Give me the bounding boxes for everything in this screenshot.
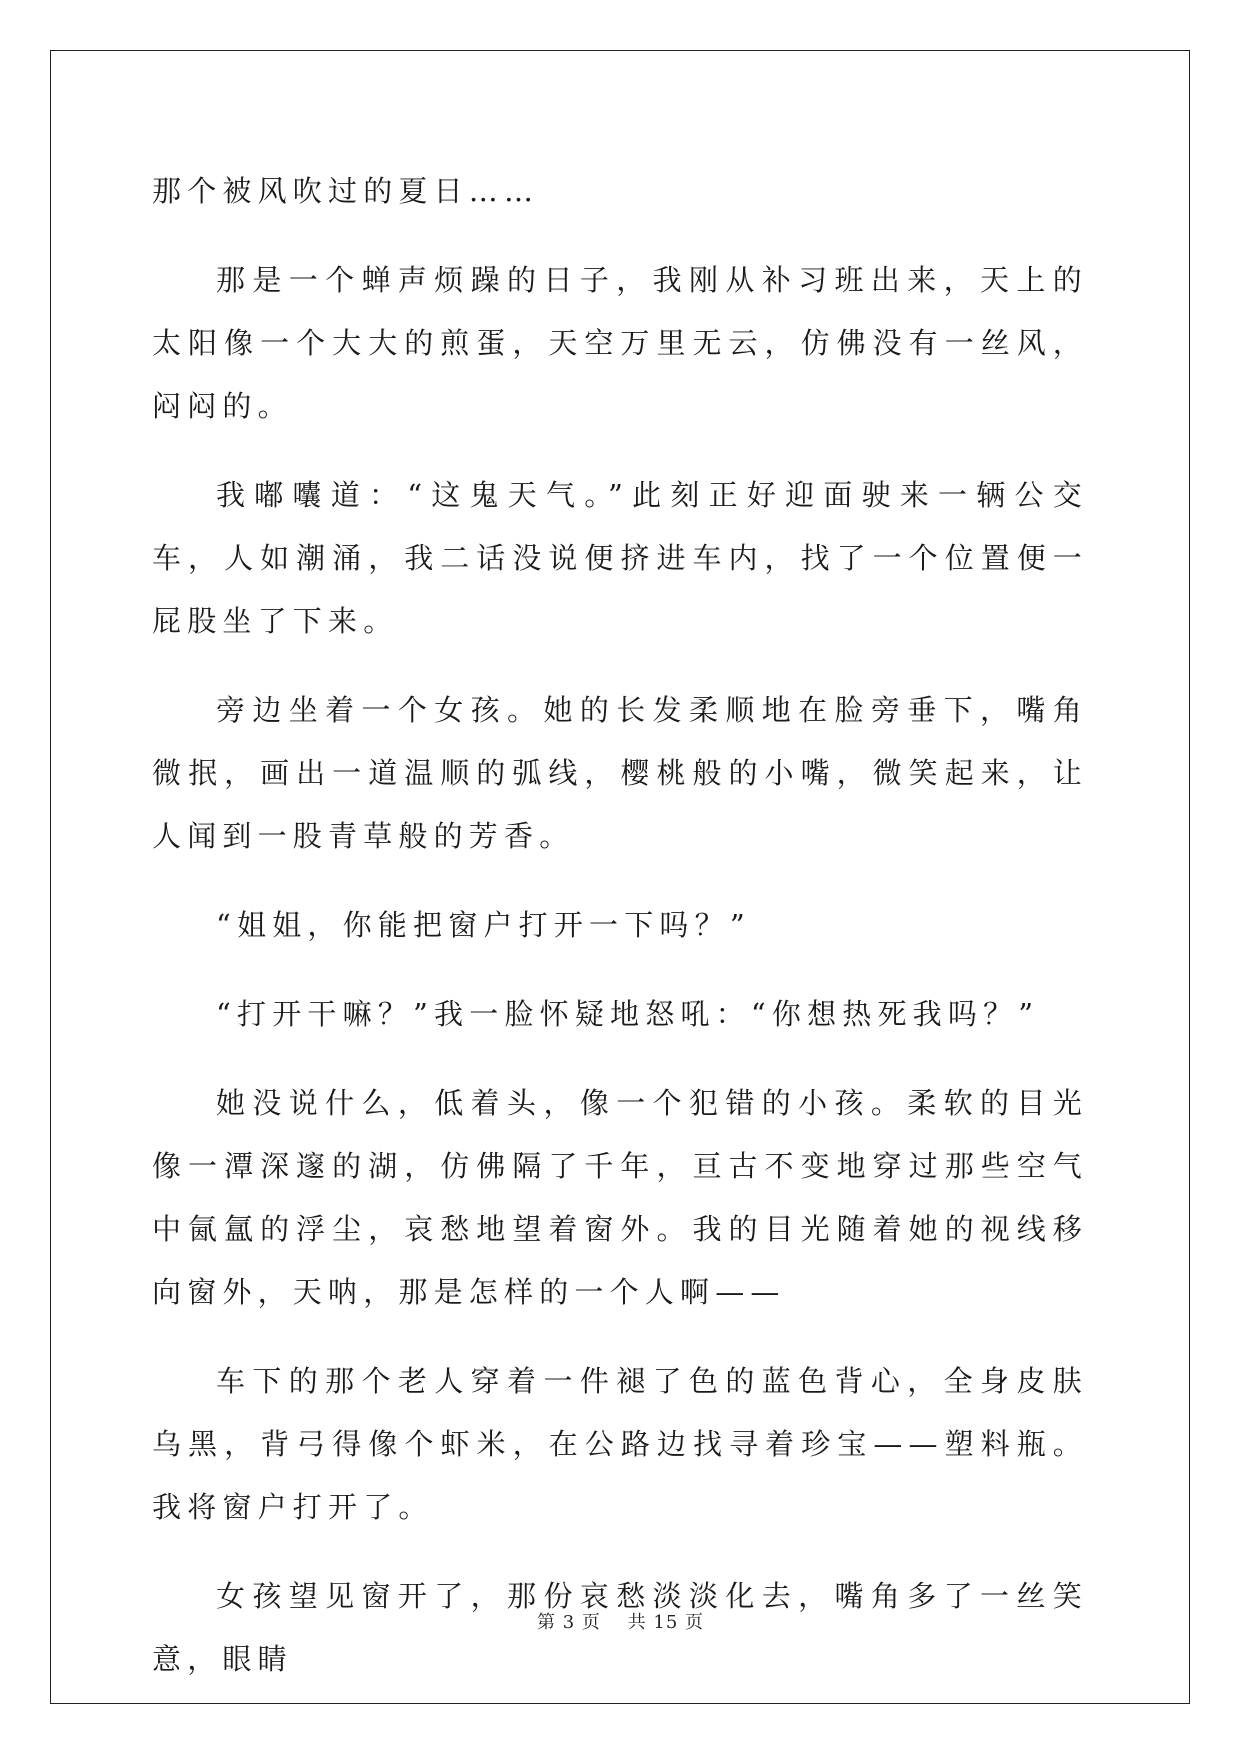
paragraph-9: 女孩望见窗开了，那份哀愁淡淡化去，嘴角多了一丝笑意，眼睛	[152, 1579, 1088, 1676]
paragraph-4: 旁边坐着一个女孩。她的长发柔顺地在脸旁垂下，嘴角微抿，画出一道温顺的弧线，樱桃般的小嘴，微笑起来，让人闻到一股青草般的芳香。	[152, 693, 1088, 853]
paragraph-5: “姐姐，你能把窗户打开一下吗？”	[216, 908, 751, 942]
paragraph-7: 她没说什么，低着头，像一个犯错的小孩。柔软的目光像一潭深邃的湖，仿佛隔了千年，亘古不变地穿过那些空气中氤氲的浮尘，哀愁地望着窗外。我的目光随着她的视线移向窗外，天呐，那是怎样的一个人啊——	[152, 1086, 1088, 1309]
paragraph-1: 那个被风吹过的夏日……	[152, 174, 540, 208]
page-total: 共 15 页	[627, 1612, 704, 1633]
paragraph-3: 我嘟囔道：“这鬼天气。”此刻正好迎面驶来一辆公交车，人如潮涌，我二话没说便挤进车内，找了一个位置便一屁股坐了下来。	[152, 478, 1088, 638]
page-number: 第 3 页	[537, 1612, 601, 1633]
paragraph-6: “打开干嘛？”我一脸怀疑地怒吼：“你想热死我吗？”	[216, 997, 1040, 1031]
paragraph-2: 那是一个蝉声烦躁的日子，我刚从补习班出来，天上的太阳像一个大大的煎蛋，天空万里无云，仿佛没有一丝风，闷闷的。	[152, 263, 1088, 423]
document-body	[152, 160, 1088, 1691]
paragraph-8: 车下的那个老人穿着一件褪了色的蓝色背心，全身皮肤乌黑，背弓得像个虾米，在公路边找寻着珍宝——塑料瓶。我将窗户打开了。	[152, 1364, 1088, 1524]
page-footer	[0, 1608, 1241, 1634]
